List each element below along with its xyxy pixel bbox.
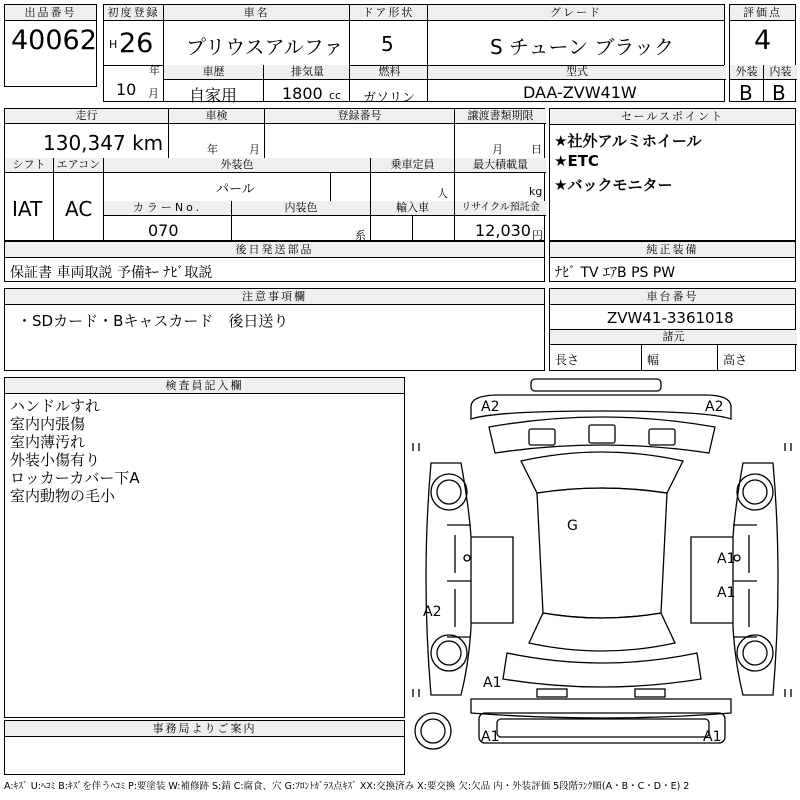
grade-label: グレード (428, 5, 724, 21)
grade: S チューン ブラック (490, 35, 675, 59)
load-unit: kg (529, 185, 543, 198)
lot-label: 出品番号 (5, 5, 96, 21)
recycle-label: リサイクル預託金 (455, 201, 546, 216)
color: パール (216, 182, 255, 197)
inspector-line: 外装小傷有り (10, 451, 101, 469)
car-diagram (409, 377, 796, 775)
import-label: 輸入車 (371, 201, 455, 216)
exterior-grade: B (739, 81, 753, 105)
mark-right-rear-door: A1 (717, 585, 736, 601)
notes-box (4, 288, 545, 371)
equipment: ﾅﾋﾞ TV ｴｱB PS PW (555, 265, 676, 281)
recycle-fee: 12,030 (475, 221, 531, 240)
displacement-label: 排気量 (264, 65, 351, 80)
mark-front-right: A2 (705, 399, 724, 415)
fuel: ガソリン (363, 91, 416, 106)
first-reg-box (103, 4, 164, 102)
inspector-box (4, 377, 405, 718)
mark-front-left: A2 (481, 399, 500, 415)
score: 4 (754, 25, 772, 56)
office-box (4, 720, 405, 775)
capacity-label: 乗車定員 (371, 158, 455, 173)
interior-grade: B (772, 81, 786, 105)
notes-text: ・SDカード・Bキャスカード 後日送り (17, 312, 289, 330)
shift: IAT (12, 197, 43, 221)
mark-right-front-door: A1 (717, 551, 736, 567)
lot-box (4, 4, 97, 87)
interior-color-unit: 系 (355, 229, 366, 242)
door-count: 5 (381, 32, 394, 56)
door-box (349, 4, 428, 106)
history-label: 車歴 (164, 65, 264, 80)
ac-label: エアコン (54, 158, 104, 173)
chassis-number: ZVW41-3361018 (607, 309, 734, 327)
score-box (729, 4, 796, 105)
mileage: 130,347 km (43, 131, 164, 155)
displacement-unit: cc (329, 89, 342, 102)
grade-box (427, 4, 725, 102)
later-parts-box (4, 241, 545, 282)
mark-rear-left: A1 (481, 729, 500, 745)
notes-label: 注意事項欄 (5, 289, 544, 305)
inspector-line: ロッカーカバー下A (10, 469, 140, 487)
equipment-box (549, 241, 796, 282)
sales-point-label: セールスポイント (550, 109, 795, 125)
color-no: 070 (148, 221, 179, 240)
mileage-label: 走行 (5, 109, 169, 124)
score-label: 評価点 (730, 5, 795, 21)
later-parts: 保証書 車両取説 予備ｷｰ ﾅﾋﾞ取説 (10, 265, 213, 281)
inspector-label: 検査員記入欄 (5, 378, 404, 394)
inspector-line: 室内動物の毛小 (10, 487, 116, 505)
reg-year: 26 (119, 28, 154, 59)
sales-point-box (549, 108, 796, 241)
recycle-unit: 円 (532, 229, 543, 242)
mark-left-side: A2 (423, 604, 442, 620)
model-code: DAA-ZVW41W (523, 83, 637, 102)
capacity-unit: 人 (437, 187, 448, 200)
legend: A:ｷｽﾞ U:ﾍｺﾐ B:ｷｽﾞを伴うﾍｺﾐ P:要塗装 W:補修跡 S:錆 C:腐食、穴 G:ﾌﾛﾝﾄｶﾞﾗｽ点ｷｽﾞ XX:交換済み X:要交換 欠:欠品 内・外装評価 5段階ﾗﾝｸ順(A・B・C・D・E) 2 (4, 781, 690, 792)
car-name-label: 車名 (164, 5, 349, 21)
later-parts-label: 後日発送部品 (5, 242, 544, 258)
transfer-label: 譲渡書類期限 (455, 109, 546, 124)
dims-width: 幅 (647, 353, 660, 367)
displacement: 1800 (282, 84, 323, 103)
vehicle-info-box (4, 108, 545, 241)
dims-label: 諸元 (550, 330, 797, 345)
inspector-line: 室内内張傷 (10, 415, 86, 433)
model-label: 型式 (428, 65, 726, 80)
reg-month: 10 (116, 80, 137, 99)
history: 自家用 (189, 86, 238, 105)
mark-rear-right: A1 (703, 729, 722, 745)
dims-length: 長さ (555, 353, 580, 367)
inspection-label: 車検 (169, 109, 265, 124)
first-reg-label: 初度登録 (104, 5, 163, 21)
load-label: 最大積載量 (455, 158, 546, 173)
transfer-day: 日 (531, 143, 542, 156)
color-label: 外装色 (104, 158, 371, 173)
mark-left-rear: A1 (483, 675, 502, 691)
dims-height: 高さ (723, 353, 748, 367)
exterior-label: 外装 (730, 65, 764, 80)
car-diagram-box (409, 377, 796, 775)
name-box (163, 4, 350, 105)
color-no-label: カラーNo. (104, 201, 232, 216)
equipment-label: 純正装備 (550, 242, 795, 258)
era: H (109, 38, 118, 51)
sales-item: ★社外アルミホイール (554, 132, 702, 150)
year-unit: 年 (149, 64, 160, 77)
transfer-month: 月 (492, 143, 503, 156)
inspector-line: ハンドルすれ (10, 397, 101, 415)
car-name: プリウスアルファ (186, 35, 344, 59)
interior-label: 内装 (764, 65, 797, 80)
shift-label: シフト (5, 158, 54, 173)
interior-color-label: 内装色 (232, 201, 371, 216)
chassis-label: 車台番号 (550, 289, 795, 305)
fuel-label: 燃料 (350, 65, 429, 80)
inspector-line: 室内薄汚れ (10, 433, 86, 451)
inspection-year-unit: 年 (207, 143, 218, 156)
sales-item: ★ETC (554, 152, 599, 170)
door-label: ドア形状 (350, 5, 427, 21)
sales-item: ★バックモニター (554, 176, 673, 194)
lot-number: 40062 (11, 25, 97, 56)
ac: AC (65, 197, 93, 221)
mark-roof: G (567, 518, 578, 534)
inspection-month-unit: 月 (249, 143, 260, 156)
chassis-box (549, 288, 796, 371)
office-label: 事務局よりご案内 (5, 721, 404, 737)
month-unit: 月 (148, 87, 159, 100)
reg-no-label: 登録番号 (265, 109, 455, 124)
